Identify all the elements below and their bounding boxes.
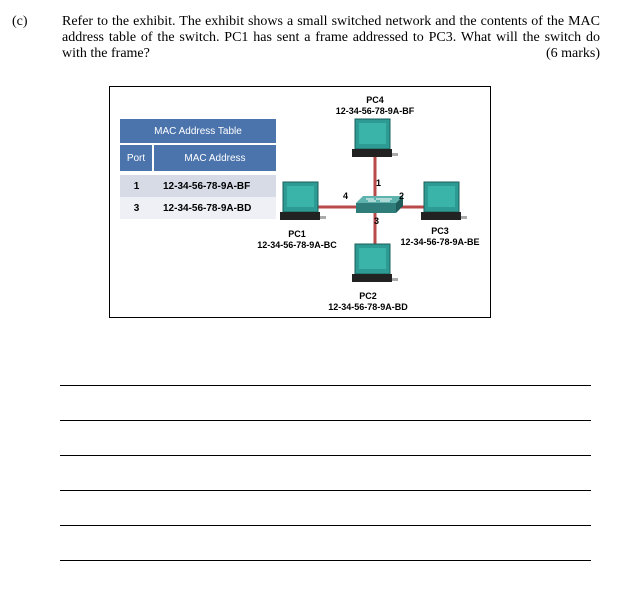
pc3-mac: 12-34-56-78-9A-BE: [400, 237, 480, 247]
table-row: [120, 173, 276, 197]
switch-icon: [356, 196, 403, 213]
answer-line: [60, 490, 591, 491]
pc3-computer-icon: [421, 182, 467, 220]
pc3-name: PC3: [431, 226, 449, 236]
pc1-mac: 12-34-56-78-9A-BC: [257, 240, 337, 250]
mac-table-header-port: Port: [120, 144, 153, 173]
pc1-computer-icon: [280, 182, 326, 220]
exhibit: [109, 86, 491, 318]
answer-line: [60, 420, 591, 421]
port-label-3: 3: [374, 216, 380, 226]
pc2-name: PC2: [359, 291, 377, 301]
table-row: [120, 197, 276, 219]
question-marks: (6 marks): [545, 46, 600, 61]
mac-table-title: MAC Address Table: [120, 119, 276, 144]
answer-line: [60, 560, 591, 561]
port-cell: 1: [120, 173, 153, 197]
port-label-4: 4: [343, 191, 349, 201]
port-cell: 3: [120, 197, 153, 219]
pc4-name: PC4: [366, 95, 384, 105]
port-label-1: 1: [376, 178, 382, 188]
answer-line: [60, 455, 591, 456]
answer-line: [60, 385, 591, 386]
answer-line: [60, 525, 591, 526]
mac-table-header-mac: MAC Address: [153, 144, 276, 173]
pc1-label: [254, 229, 340, 251]
pc3-label: [397, 226, 483, 248]
port-label-2: 2: [399, 191, 405, 201]
question-label: (c): [12, 14, 28, 29]
mac-address-table: [120, 119, 276, 219]
pc4-label: [332, 95, 418, 117]
mac-cell: 12-34-56-78-9A-BD: [153, 197, 276, 219]
question-text: Refer to the exhibit. The exhibit shows a small switched network and the contents of the MAC address table of the switch. PC1 has sent a frame addressed to PC3. What will the switch do with the frame?: [62, 14, 600, 61]
pc1-name: PC1: [288, 229, 306, 239]
mac-cell: 12-34-56-78-9A-BF: [153, 173, 276, 197]
pc2-computer-icon: [352, 244, 398, 282]
pc4-computer-icon: [352, 119, 398, 157]
pc2-label: [325, 291, 411, 313]
pc2-mac: 12-34-56-78-9A-BD: [328, 302, 408, 312]
pc4-mac: 12-34-56-78-9A-BF: [335, 106, 415, 116]
